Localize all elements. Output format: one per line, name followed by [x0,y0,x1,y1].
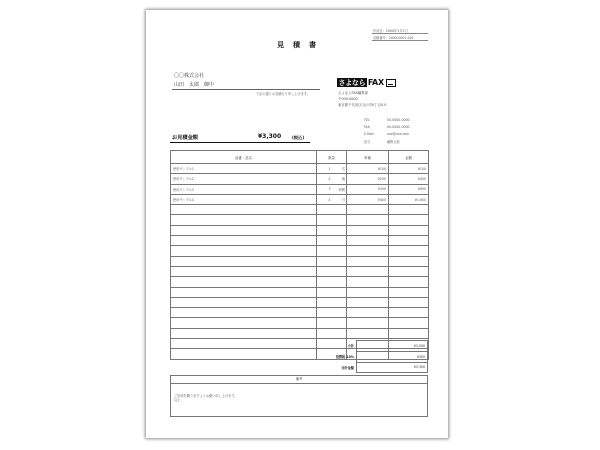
client-underline [172,89,320,90]
empty-cell [317,205,347,215]
intro-text: 下記の通りお見積もり申し上げます。 [256,92,310,96]
table-row [171,164,429,174]
subtotal-label: 小計 [347,344,354,349]
empty-cell [317,236,347,246]
total-amount: ¥3,300 [258,133,282,140]
item-unit-price: ¥400 [347,194,389,204]
document-title: 見 積 書 [277,41,317,49]
logo-dark-part: さよなら [338,78,366,87]
item-unit-price: ¥300 [347,184,389,194]
date-underline [372,33,428,34]
contact-label-staff: 担当 [364,140,371,144]
items-table [170,150,429,360]
item-name: 使用サンプル3 [171,184,317,194]
empty-cell [347,246,389,256]
contact-label-tel: TEL [364,118,370,122]
empty-cell [389,297,429,307]
contact-value-email: xxx@xxx.com [387,132,410,136]
empty-cell [171,318,317,328]
empty-cell [317,225,347,235]
table-row-empty [171,277,429,287]
table-row [171,194,429,204]
empty-cell [347,318,389,328]
total-tax-note: (税込) [292,135,305,140]
table-row-empty [171,205,429,215]
empty-cell [389,266,429,276]
item-qty-value: 1 [328,166,331,171]
empty-cell [389,287,429,297]
table-row-empty [171,266,429,276]
item-name: 使用サンプル2 [171,174,317,184]
table-row-empty [171,225,429,235]
empty-cell [171,328,317,338]
empty-cell [171,246,317,256]
total-label: お見積金額 [172,135,198,141]
empty-cell [171,277,317,287]
estimate-number: 見積番号：20XX-0001-001 [373,36,414,40]
empty-cell [317,328,347,338]
item-amount: ¥1,600 [389,194,429,204]
empty-cell [389,277,429,287]
empty-cell [317,287,347,297]
empty-cell [317,266,347,276]
table-row-empty [171,256,429,266]
sender-name: さよならFAX編集部 [338,91,369,95]
subtotal-value: ¥3,000 [357,341,428,352]
empty-cell [317,215,347,225]
item-quantity [317,194,347,204]
empty-cell [317,318,347,328]
remarks-heading: 備考 [171,376,427,384]
item-quantity [317,184,347,194]
empty-cell [347,297,389,307]
contact-value-tel: 00-0000-0000 [387,118,410,122]
item-qty-value: 4 [328,197,331,202]
summary-table [324,340,428,373]
table-row-empty [171,215,429,225]
contact-label-fax: FAX [364,125,370,129]
empty-cell [389,225,429,235]
item-qty-unit: 式 [341,167,345,172]
client-person: 山田 太郎 御中 [174,82,215,88]
empty-cell [389,256,429,266]
fax-icon [386,79,396,87]
item-amount: ¥100 [389,164,429,174]
item-amount: ¥400 [389,174,429,184]
empty-cell [171,205,317,215]
empty-cell [171,225,317,235]
logo-light-part: FAX [367,78,384,87]
item-qty-value: 2 [328,176,331,181]
summary-row [324,351,428,362]
empty-cell [171,215,317,225]
total-underline [170,142,310,143]
table-row [171,184,429,194]
empty-cell [171,297,317,307]
header-quantity: 数量 [317,151,347,164]
empty-cell [389,215,429,225]
item-qty-unit: 日 [341,198,345,203]
creation-date: 作成日：20XX年1月1日 [373,29,408,33]
table-row-empty [171,246,429,256]
empty-cell [171,256,317,266]
empty-cell [347,225,389,235]
table-row-empty [171,308,429,318]
empty-cell [389,328,429,338]
empty-cell [317,308,347,318]
table-row-empty [171,328,429,338]
sender-postal: 〒000-0000 [338,97,358,101]
empty-cell [171,236,317,246]
empty-cell [347,266,389,276]
contact-value-staff: 編集太郎 [387,140,400,144]
summary-row [324,341,428,352]
empty-cell [347,205,389,215]
item-qty-unit: 個 [341,177,345,182]
remarks-box [170,375,428,417]
header-amount: 金額 [389,151,429,164]
tax-label: 消費税 10% [335,355,354,360]
empty-cell [347,277,389,287]
empty-cell [389,318,429,328]
empty-cell [347,287,389,297]
empty-cell [347,236,389,246]
empty-cell [317,297,347,307]
empty-cell [317,277,347,287]
item-amount: ¥900 [389,184,429,194]
sender-address: 東京都千代田区丸の内0丁目0-0 [338,103,387,107]
item-unit-price: ¥200 [347,174,389,184]
tax-value: ¥300 [357,351,428,362]
header-unit-price: 単価 [347,151,389,164]
item-qty-value: 3 [328,187,331,192]
document-sheet [146,10,448,438]
item-qty-unit: 時間 [338,187,345,192]
table-row-empty [171,318,429,328]
item-unit-price: ¥100 [347,164,389,174]
empty-cell [171,308,317,318]
empty-cell [347,256,389,266]
remarks-line: ご用命を賜りますようお願い申し上げます。 [174,394,238,398]
item-name: 使用サンプル1 [171,164,317,174]
company-logo [337,78,396,87]
grand-total-value: ¥3,300 [357,362,428,373]
summary-row [324,362,428,373]
empty-cell [171,287,317,297]
empty-cell [171,266,317,276]
table-row [171,174,429,184]
empty-cell [171,349,317,359]
empty-cell [317,246,347,256]
remarks-line: 以上 [174,398,181,403]
empty-cell [347,215,389,225]
remarks-body [171,384,427,402]
grand-total-label: 合計金額 [341,365,354,370]
empty-cell [171,339,317,349]
empty-cell [389,246,429,256]
header-item-name: 品番・品名 [171,151,317,164]
table-row-empty [171,287,429,297]
contact-label-email: E-Mail [364,132,374,136]
empty-cell [347,308,389,318]
empty-cell [317,256,347,266]
item-quantity [317,174,347,184]
empty-cell [389,236,429,246]
empty-cell [389,205,429,215]
table-header-row [171,151,429,164]
empty-cell [389,308,429,318]
table-row-empty [171,297,429,307]
item-quantity [317,164,347,174]
table-row-empty [171,236,429,246]
client-company: 〇〇株式会社 [174,73,205,79]
item-name: 使用サンプル4 [171,194,317,204]
empty-cell [347,328,389,338]
contact-value-fax: 00-0000-0000 [387,125,410,129]
